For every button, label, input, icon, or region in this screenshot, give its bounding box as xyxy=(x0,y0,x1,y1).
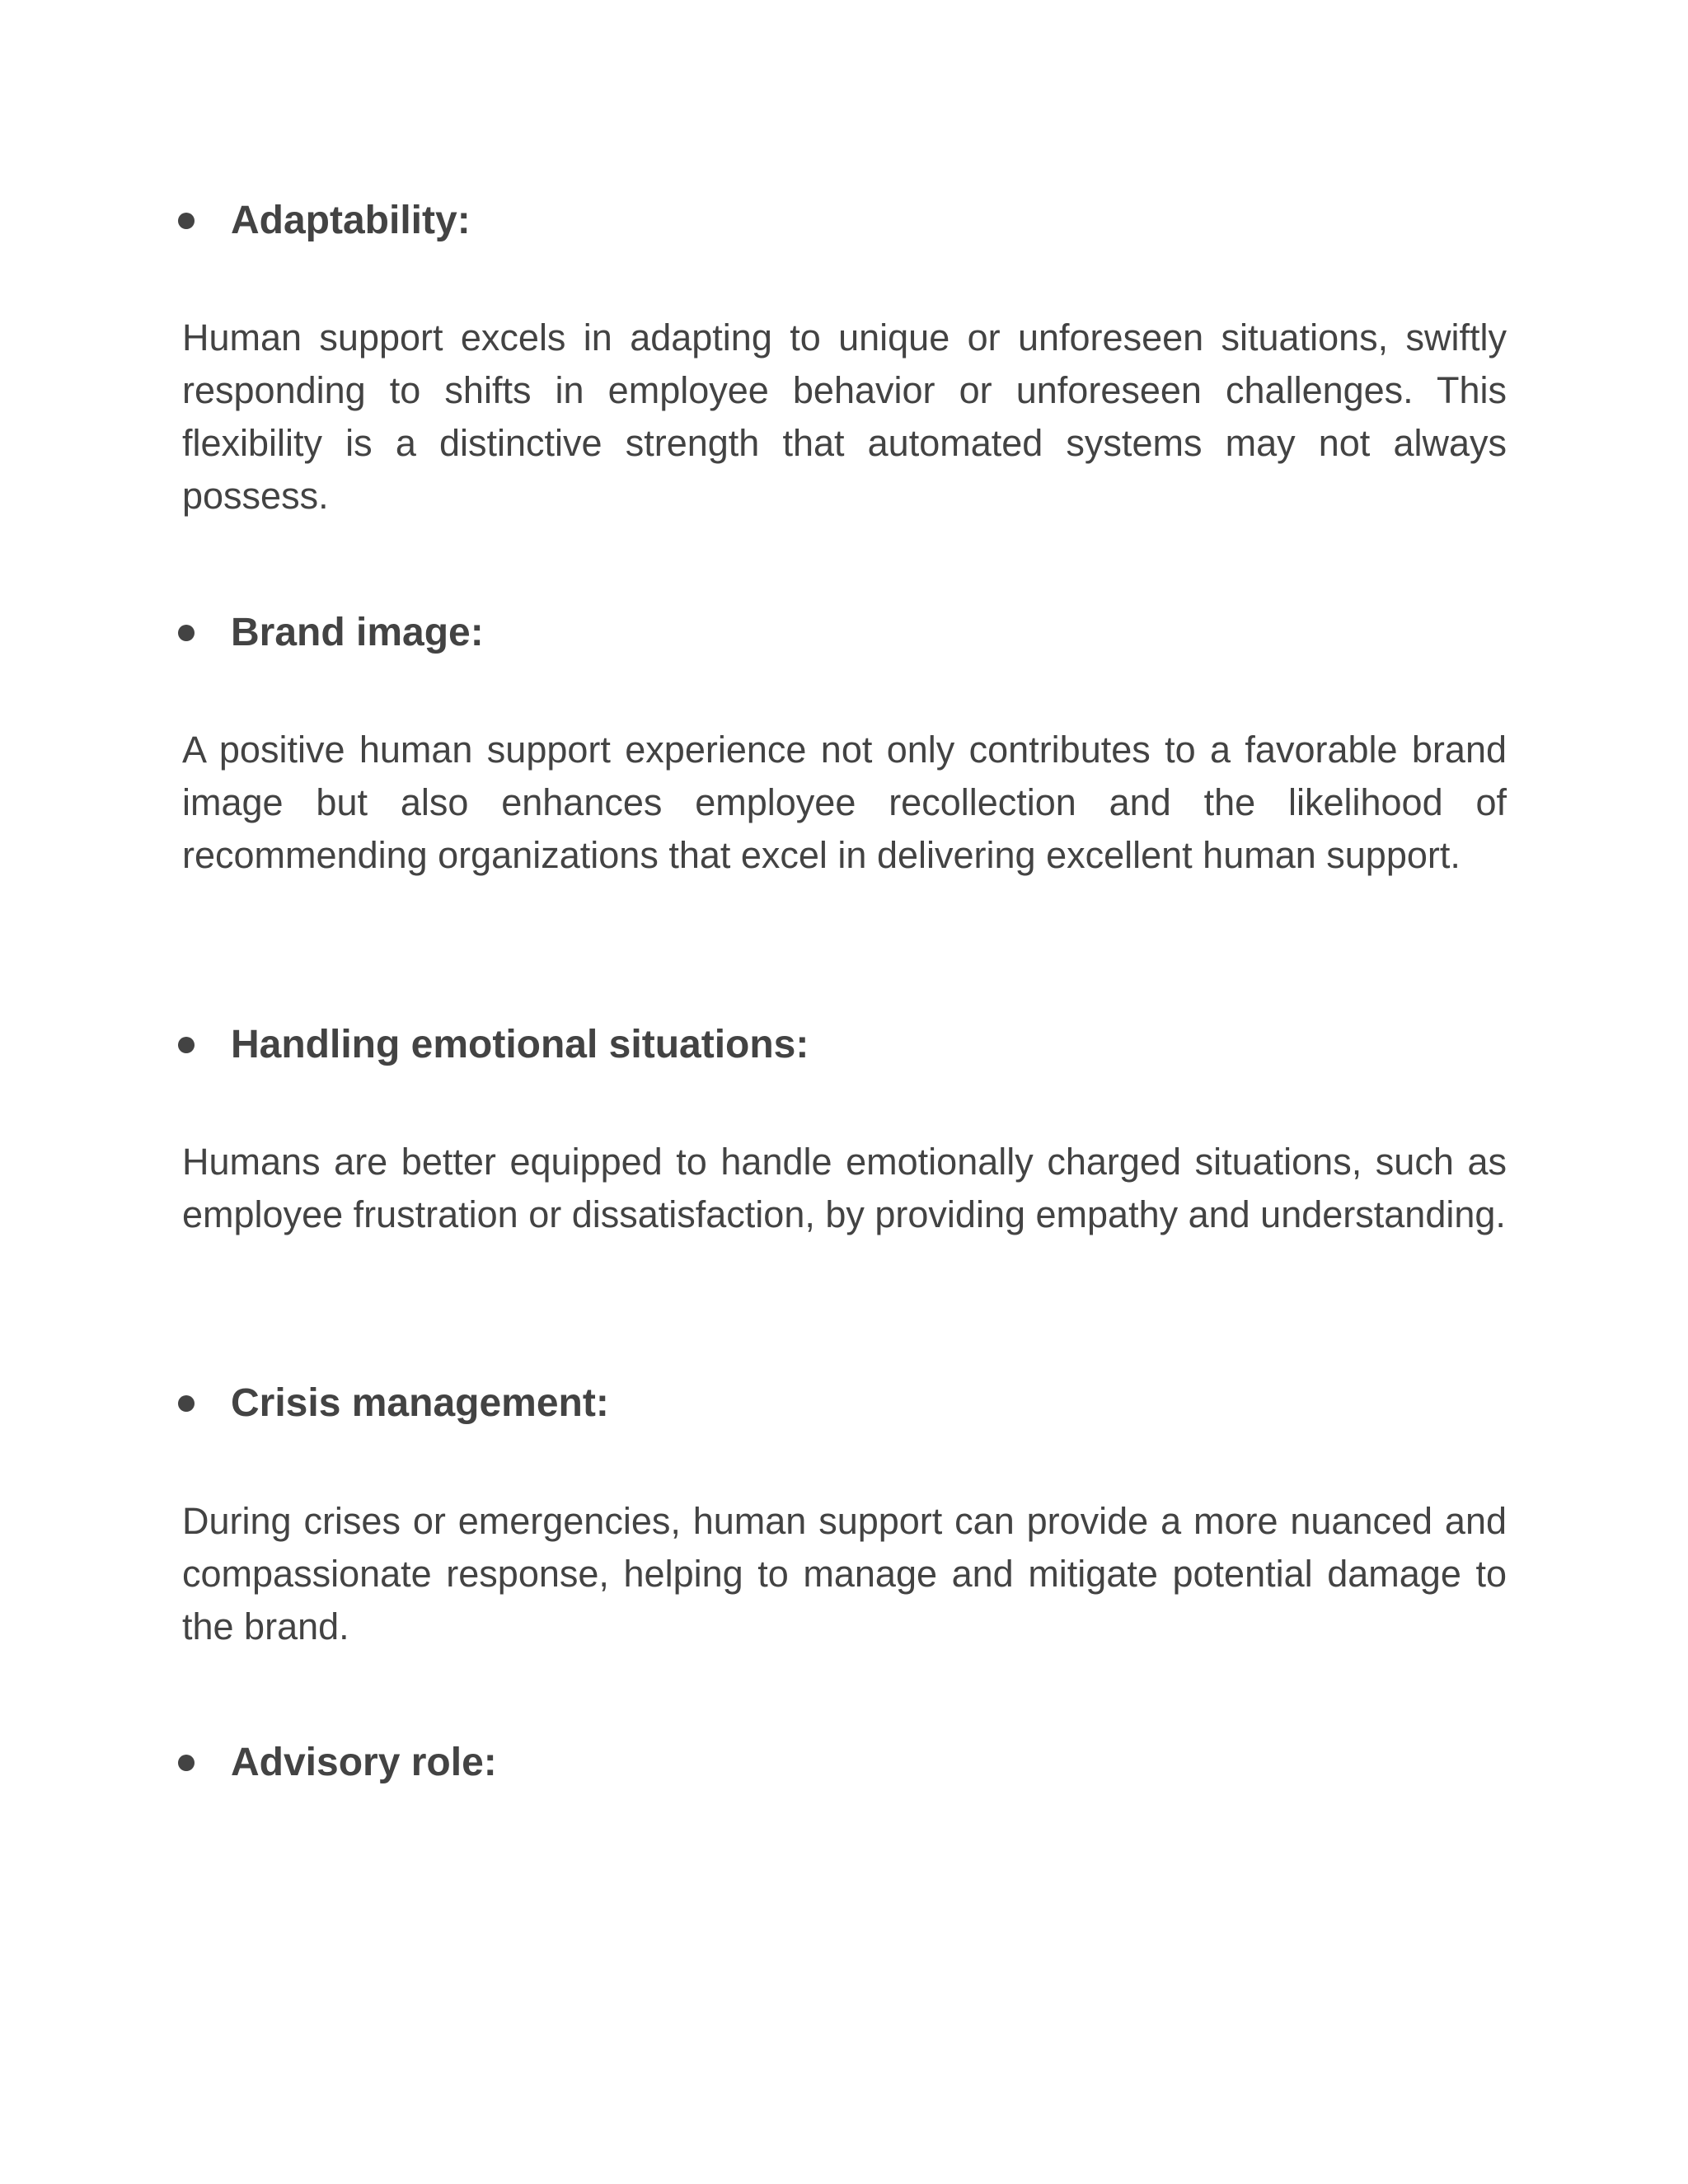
bullet-icon xyxy=(178,1395,195,1412)
section-paragraph-crisis-management: During crises or emergencies, human support can provide a more nuanced and compassionate response, helping to manage and mitigate potential damage to the brand. xyxy=(182,1500,1507,1647)
section-heading-brand-image xyxy=(231,607,484,659)
heading-text: Crisis management: xyxy=(231,1381,609,1425)
section-heading-advisory-role xyxy=(231,1736,497,1789)
heading-text: Adaptability: xyxy=(231,199,471,242)
bullet-icon xyxy=(178,213,195,229)
heading-text: Advisory role: xyxy=(231,1741,497,1784)
bullet-icon xyxy=(178,625,195,641)
section-paragraph-adaptability: Human support excels in adapting to unique or unforeseen situations, swiftly responding to shifts in employee behavior or unforeseen challenges. This flexibility is a distinctive strength that automated systems may not always possess. xyxy=(182,316,1507,517)
section-paragraph-emotional-situations: Humans are better equipped to handle emotionally charged situations, such as employee frustration or dissatisfaction, by providing empathy and understanding. xyxy=(182,1141,1507,1235)
heading-text: Brand image: xyxy=(231,611,484,654)
bullet-icon xyxy=(178,1755,195,1771)
section-paragraph-brand-image: A positive human support experience not only contributes to a favorable brand image but also enhances employee recollection and the likelihood of recommending organizations that excel in delivering excellent human support. xyxy=(182,729,1507,876)
bullet-icon xyxy=(178,1037,195,1053)
section-heading-emotional-situations xyxy=(231,1019,809,1071)
section-heading-adaptability xyxy=(231,194,471,247)
section-heading-crisis-management xyxy=(231,1377,609,1430)
heading-text: Handling emotional situations: xyxy=(231,1023,809,1066)
